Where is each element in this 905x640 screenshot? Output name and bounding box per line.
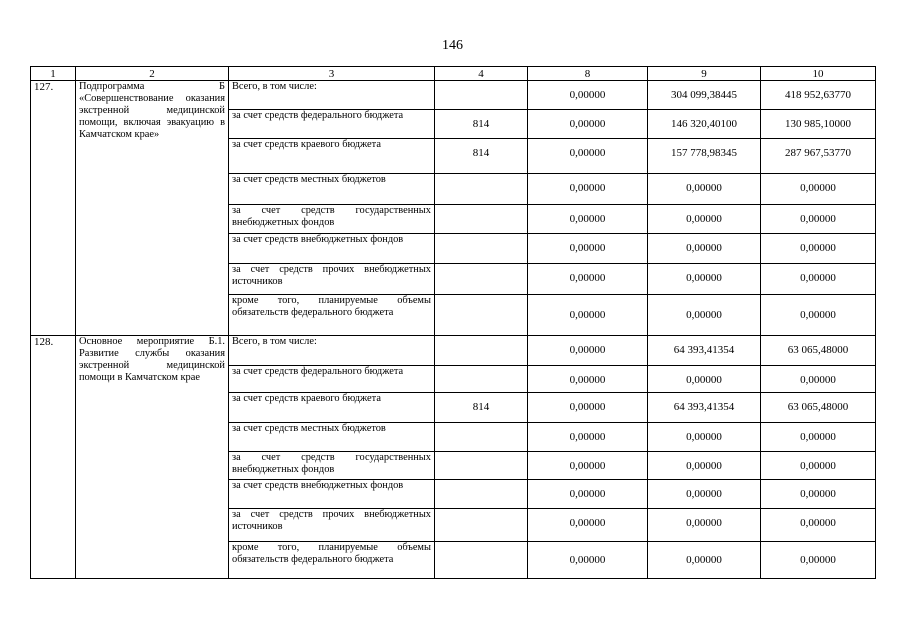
value-col10 bbox=[761, 542, 876, 579]
value-text: 0,00000 bbox=[569, 213, 606, 225]
value-text: 0,00000 bbox=[686, 460, 722, 472]
value-text: 0,00000 bbox=[686, 182, 722, 194]
funding-source: кроме того, планируемые объемы обязательств федерального бюджета bbox=[229, 295, 435, 336]
budget-code bbox=[435, 509, 528, 542]
value-text: 0,00000 bbox=[569, 147, 606, 159]
value-text: 0,00000 bbox=[686, 517, 722, 529]
value-col8 bbox=[528, 264, 648, 295]
value-col8 bbox=[528, 542, 648, 579]
value-col9 bbox=[648, 452, 761, 480]
value-text: 0,00000 bbox=[686, 272, 722, 284]
value-col9 bbox=[648, 542, 761, 579]
value-col9 bbox=[648, 480, 761, 509]
budget-code-value: 814 bbox=[472, 118, 490, 130]
value-col8 bbox=[528, 423, 648, 452]
budget-code bbox=[435, 139, 528, 174]
value-text: 0,00000 bbox=[569, 488, 606, 500]
budget-code bbox=[435, 264, 528, 295]
value-text: 0,00000 bbox=[686, 309, 722, 321]
value-col8 bbox=[528, 174, 648, 205]
value-col10 bbox=[761, 234, 876, 264]
budget-code bbox=[435, 295, 528, 336]
value-col8 bbox=[528, 110, 648, 139]
value-col9 bbox=[648, 393, 761, 423]
row-number: 128. bbox=[31, 336, 76, 579]
value-text: 64 393,41354 bbox=[673, 344, 735, 356]
funding-source: за счет средств государственных внебюджетных фондов bbox=[229, 452, 435, 480]
budget-code bbox=[435, 336, 528, 366]
value-col9 bbox=[648, 81, 761, 110]
budget-code bbox=[435, 81, 528, 110]
budget-code bbox=[435, 110, 528, 139]
value-col10 bbox=[761, 366, 876, 393]
value-text: 304 099,38445 bbox=[671, 89, 737, 101]
table-row bbox=[31, 81, 876, 110]
value-col9 bbox=[648, 234, 761, 264]
value-text: 0,00000 bbox=[800, 460, 836, 472]
budget-code bbox=[435, 452, 528, 480]
value-col9 bbox=[648, 264, 761, 295]
budget-code bbox=[435, 393, 528, 423]
value-col8 bbox=[528, 452, 648, 480]
budget-code-value: 814 bbox=[472, 147, 490, 159]
value-col9 bbox=[648, 205, 761, 234]
value-col9 bbox=[648, 174, 761, 205]
value-col10 bbox=[761, 452, 876, 480]
value-text: 0,00000 bbox=[569, 118, 606, 130]
budget-code bbox=[435, 366, 528, 393]
value-text: 0,00000 bbox=[800, 213, 836, 225]
funding-source: за счет средств прочих внебюджетных источников bbox=[229, 264, 435, 295]
budget-code bbox=[435, 423, 528, 452]
value-text: 0,00000 bbox=[800, 517, 836, 529]
value-col8 bbox=[528, 234, 648, 264]
budget-code-value: 814 bbox=[472, 401, 490, 413]
value-col9 bbox=[648, 139, 761, 174]
value-text: 418 952,63770 bbox=[785, 89, 851, 101]
value-col8 bbox=[528, 139, 648, 174]
budget-code bbox=[435, 234, 528, 264]
value-text: 0,00000 bbox=[686, 431, 722, 443]
value-col10 bbox=[761, 480, 876, 509]
value-col8 bbox=[528, 366, 648, 393]
value-text: 0,00000 bbox=[800, 182, 836, 194]
program-name: Подпрограмма Б «Совершенствование оказания экстренной медицинской помощи, включая эвакуацию в Камчатском крае» bbox=[76, 81, 229, 336]
value-col10 bbox=[761, 423, 876, 452]
value-text: 0,00000 bbox=[686, 554, 722, 566]
funding-source: за счет средств местных бюджетов bbox=[229, 423, 435, 452]
value-text: 0,00000 bbox=[569, 517, 606, 529]
value-col8 bbox=[528, 205, 648, 234]
budget-code bbox=[435, 480, 528, 509]
value-col8 bbox=[528, 81, 648, 110]
value-col10 bbox=[761, 110, 876, 139]
value-text: 0,00000 bbox=[569, 182, 606, 194]
funding-source: Всего, в том числе: bbox=[229, 336, 435, 366]
value-col10 bbox=[761, 295, 876, 336]
value-text: 130 985,10000 bbox=[785, 118, 851, 130]
funding-source: за счет средств федерального бюджета bbox=[229, 110, 435, 139]
budget-code bbox=[435, 174, 528, 205]
column-header: 1 bbox=[31, 67, 76, 81]
column-header: 10 bbox=[761, 67, 876, 81]
funding-source: за счет средств краевого бюджета bbox=[229, 139, 435, 174]
column-header: 2 bbox=[76, 67, 229, 81]
value-col10 bbox=[761, 264, 876, 295]
value-col10 bbox=[761, 393, 876, 423]
header-row bbox=[31, 67, 876, 81]
value-text: 0,00000 bbox=[686, 374, 722, 386]
table-row bbox=[31, 336, 876, 366]
value-col9 bbox=[648, 366, 761, 393]
funding-source: за счет средств краевого бюджета bbox=[229, 393, 435, 423]
value-text: 0,00000 bbox=[569, 89, 606, 101]
value-col10 bbox=[761, 336, 876, 366]
value-text: 0,00000 bbox=[800, 272, 836, 284]
value-text: 0,00000 bbox=[800, 309, 836, 321]
program-name: Основное мероприятие Б.1. Развитие службы оказания экстренной медицинской помощи в Камчатском крае bbox=[76, 336, 229, 579]
page-number: 146 bbox=[442, 38, 463, 53]
value-text: 0,00000 bbox=[569, 460, 606, 472]
value-text: 0,00000 bbox=[800, 431, 836, 443]
value-text: 0,00000 bbox=[569, 272, 606, 284]
value-text: 0,00000 bbox=[569, 242, 606, 254]
value-text: 0,00000 bbox=[686, 242, 722, 254]
value-text: 157 778,98345 bbox=[671, 147, 737, 159]
column-header: 8 bbox=[528, 67, 648, 81]
value-col8 bbox=[528, 295, 648, 336]
budget-code bbox=[435, 542, 528, 579]
funding-source: за счет средств внебюджетных фондов bbox=[229, 234, 435, 264]
value-col8 bbox=[528, 509, 648, 542]
value-text: 63 065,48000 bbox=[787, 401, 849, 413]
value-text: 0,00000 bbox=[800, 242, 836, 254]
value-text: 0,00000 bbox=[569, 431, 606, 443]
value-col10 bbox=[761, 174, 876, 205]
funding-source: за счет средств внебюджетных фондов bbox=[229, 480, 435, 509]
column-header: 4 bbox=[435, 67, 528, 81]
funding-source: за счет средств федерального бюджета bbox=[229, 366, 435, 393]
value-col10 bbox=[761, 205, 876, 234]
funding-source: за счет средств прочих внебюджетных источников bbox=[229, 509, 435, 542]
budget-table bbox=[30, 66, 876, 579]
funding-source: кроме того, планируемые объемы обязательств федерального бюджета bbox=[229, 542, 435, 579]
value-text: 0,00000 bbox=[569, 374, 606, 386]
value-col10 bbox=[761, 81, 876, 110]
value-text: 0,00000 bbox=[686, 488, 722, 500]
value-col10 bbox=[761, 509, 876, 542]
row-number: 127. bbox=[31, 81, 76, 336]
value-text: 0,00000 bbox=[569, 309, 606, 321]
value-col8 bbox=[528, 336, 648, 366]
value-text: 0,00000 bbox=[800, 488, 836, 500]
value-text: 0,00000 bbox=[569, 344, 606, 356]
column-header: 9 bbox=[648, 67, 761, 81]
column-header: 3 bbox=[229, 67, 435, 81]
value-col9 bbox=[648, 110, 761, 139]
funding-source: за счет средств государственных внебюджетных фондов bbox=[229, 205, 435, 234]
value-text: 0,00000 bbox=[686, 213, 722, 225]
funding-source: за счет средств местных бюджетов bbox=[229, 174, 435, 205]
value-col8 bbox=[528, 393, 648, 423]
value-text: 146 320,40100 bbox=[671, 118, 737, 130]
value-col9 bbox=[648, 336, 761, 366]
value-col9 bbox=[648, 509, 761, 542]
value-text: 63 065,48000 bbox=[787, 344, 849, 356]
value-text: 0,00000 bbox=[800, 374, 836, 386]
value-text: 287 967,53770 bbox=[785, 147, 851, 159]
budget-code bbox=[435, 205, 528, 234]
value-text: 0,00000 bbox=[569, 401, 606, 413]
value-text: 0,00000 bbox=[569, 554, 606, 566]
value-col10 bbox=[761, 139, 876, 174]
value-col8 bbox=[528, 480, 648, 509]
value-col9 bbox=[648, 295, 761, 336]
value-text: 64 393,41354 bbox=[673, 401, 735, 413]
value-col9 bbox=[648, 423, 761, 452]
funding-source: Всего, в том числе: bbox=[229, 81, 435, 110]
value-text: 0,00000 bbox=[800, 554, 836, 566]
